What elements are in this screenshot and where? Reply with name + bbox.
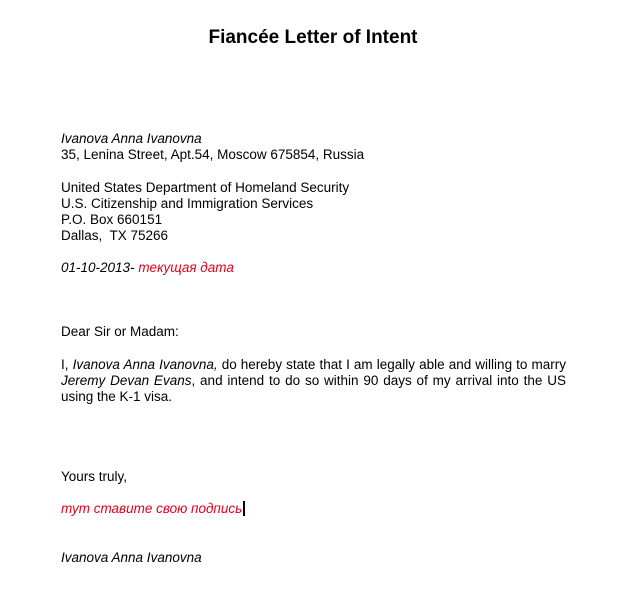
text-cursor	[243, 501, 245, 516]
body-text-2: do hereby state that I am legally able and willing to marry	[217, 357, 566, 372]
recipient-line-3: P.O. Box 660151	[61, 212, 163, 227]
signature-name: Ivanova Anna Ivanovna	[61, 550, 202, 565]
closing: Yours truly,	[61, 469, 128, 484]
sender-name: Ivanova Anna Ivanovna	[61, 131, 202, 146]
signature-annotation: тут ставите свою подпись	[61, 501, 243, 516]
document-title: Fiancée Letter of Intent	[208, 27, 418, 48]
date-value: 01-10-2013-	[61, 260, 135, 275]
salutation: Dear Sir or Madam:	[61, 324, 179, 339]
body-text-3: , and intend to do so within 90 days of my arrival into the US using the K-1 visa.	[61, 373, 566, 404]
date-annotation: текущая дата	[134, 260, 234, 275]
recipient-line-2: U.S. Citizenship and Immigration Services	[61, 196, 314, 211]
recipient-line-1: United States Department of Homeland Security	[61, 180, 350, 195]
recipient-block	[61, 180, 566, 244]
sender-block	[61, 131, 566, 163]
body-text-1: I,	[61, 357, 73, 372]
body-fiance-name: Jeremy Devan Evans	[61, 373, 192, 388]
recipient-line-4: Dallas, TX 75266	[61, 228, 169, 243]
signature-line[interactable]	[61, 501, 566, 517]
sender-address: 35, Lenina Street, Apt.54, Moscow 675854, Russia	[61, 147, 365, 162]
letter-body	[61, 357, 566, 405]
date-line	[61, 260, 566, 276]
body-sender-name: Ivanova Anna Ivanovna,	[72, 357, 218, 372]
